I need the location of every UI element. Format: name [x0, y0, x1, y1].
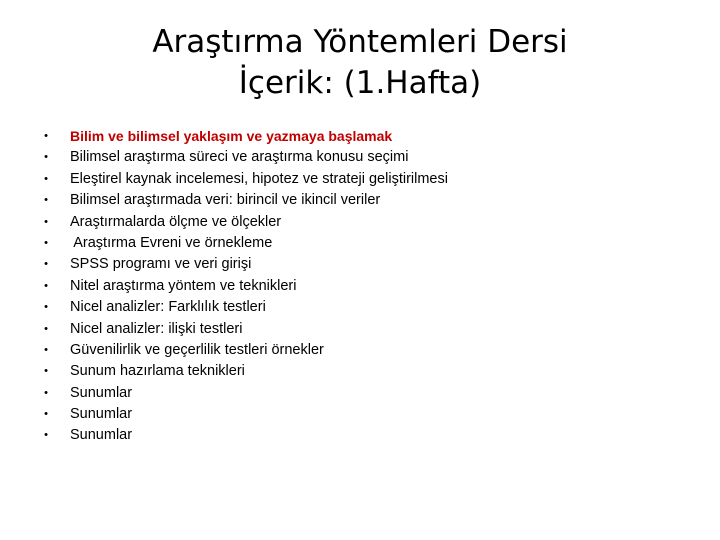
content-bullet-list [0, 126, 720, 447]
list-item [0, 276, 720, 297]
list-item-text: Sunumlar [70, 384, 133, 401]
list-item [0, 169, 720, 190]
list-item-text: SPSS programı ve veri girişi [70, 256, 252, 273]
bullet-icon: • [44, 408, 48, 421]
title-line-2: İçerik: (1.Hafta) [238, 65, 482, 101]
bullet-icon: • [44, 130, 48, 142]
list-item [0, 212, 720, 233]
bullet-icon: • [44, 151, 48, 164]
list-item [0, 383, 720, 404]
list-item [0, 233, 720, 254]
list-item [0, 340, 720, 361]
slide-title [0, 22, 720, 104]
list-item [0, 404, 720, 425]
list-item-text: Nicel analizler: Farklılık testleri [70, 299, 266, 316]
list-item-text: Sunumlar [70, 406, 133, 423]
bullet-icon: • [44, 365, 48, 378]
list-item-text: Güvenilirlik ve geçerlilik testleri örnekler [70, 341, 324, 358]
list-item [0, 361, 720, 382]
list-item [0, 254, 720, 275]
list-item [0, 147, 720, 168]
bullet-icon: • [44, 194, 48, 207]
bullet-icon: • [44, 258, 48, 271]
list-item-text: Eleştirel kaynak incelemesi, hipotez ve strateji geliştirilmesi [70, 170, 448, 187]
list-item-text: Araştırma Evreni ve örnekleme [70, 234, 273, 251]
list-item-text: Nitel araştırma yöntem ve teknikleri [70, 277, 297, 294]
bullet-icon: • [44, 343, 48, 356]
bullet-icon: • [44, 322, 48, 335]
bullet-icon: • [44, 279, 48, 292]
list-item [0, 425, 720, 446]
bullet-icon: • [44, 215, 48, 228]
bullet-icon: • [44, 236, 48, 249]
bullet-icon: • [44, 172, 48, 185]
list-item [0, 190, 720, 211]
bullet-icon: • [44, 386, 48, 399]
title-line-1: Araştırma Yöntemleri Dersi [152, 24, 568, 60]
list-item-text: Bilim ve bilimsel yaklaşım ve yazmaya başlamak [70, 128, 393, 144]
list-item-text: Araştırmalarda ölçme ve ölçekler [70, 213, 282, 230]
list-item-text: Bilimsel araştırma süreci ve araştırma konusu seçimi [70, 149, 409, 166]
list-item-text: Bilimsel araştırmada veri: birincil ve ikincil veriler [70, 192, 381, 209]
list-item-text: Sunum hazırlama teknikleri [70, 363, 245, 380]
list-item [0, 297, 720, 318]
list-item [0, 126, 720, 147]
bullet-icon: • [44, 301, 48, 314]
list-item-text: Nicel analizler: ilişki testleri [70, 320, 243, 337]
list-item-text: Sunumlar [70, 427, 133, 444]
bullet-icon: • [44, 429, 48, 442]
list-item [0, 319, 720, 340]
